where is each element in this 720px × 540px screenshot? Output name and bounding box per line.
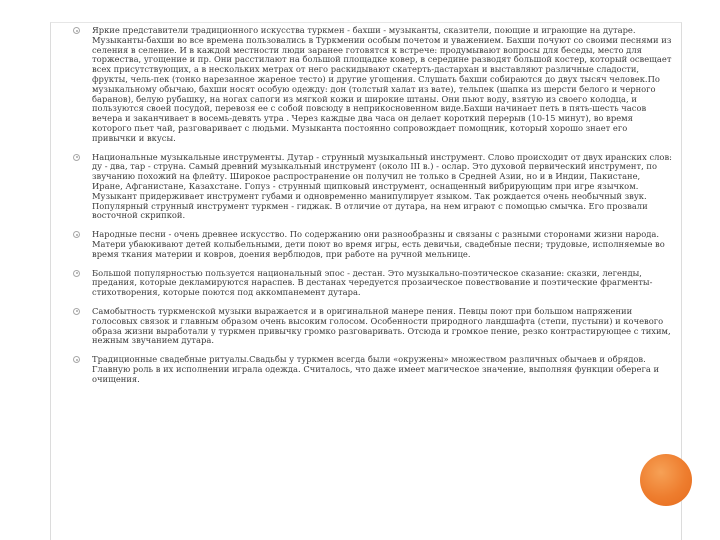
bullet-circle-icon: [73, 270, 80, 277]
bullet-text: Самобытность туркменской музыки выражается и в оригинальной манере пения. Певцы поют при большом напряжении голосовых связок и главным образом очень высоким голосом. Особенности природного ландшафта (степи, пустыни) и кочевого образа жизни выработали у туркмен привычку громко разговаривать. Отсюда и громкое пение, резко контрастирующее с тихим, нежным звучанием дутара.: [92, 305, 671, 346]
bullet-item-singing-manner: [92, 307, 672, 346]
bullet-text: Национальные музыкальные инструменты. Дутар - струнный музыкальный инструмент. Слово происходит от двух иранских слов: ду - два, тар - струна. Самый древний музыкальный инструмент (около III в.) - ослар. Это духовой первический инструмент, по звучанию похожий на флейту. Широкое распространение он получил не только в Средней Азии, но и в Индии, Пакистане, Иране, Афганистане, Казахстане. Гопуз - струнный щипковый инструмент, оснащенный вибрирующим при игре язычком. Музыкант придерживает инструмент губами и одновременно манипулирует языком. Так рождается очень необычный звук. Популярный струнный инструмент туркмен - гиджак. В отличие от дутара, на нем играют с помощью смычка. Его прозвали восточной скрипкой.: [92, 151, 672, 221]
bullet-item-epic-destan: [92, 269, 672, 298]
bullet-text: Большой популярностью пользуется национальный эпос - дестан. Это музыкально-поэтическое сказание: сказки, легенды, предания, которые декламируются нараспев. В дестанах чередуется прозаическое повествование и поэтические фрагменты-стихотворения, которые поются под аккомпанемент дутара.: [92, 267, 653, 298]
bullet-circle-icon: [73, 27, 80, 34]
bullet-item-folk-songs: [92, 230, 672, 259]
bullet-item-bakhshi: [92, 26, 672, 144]
bullet-circle-icon: [73, 154, 80, 161]
slide-content: [92, 26, 672, 394]
decorative-orange-circle: [640, 454, 692, 506]
bullet-item-wedding-rituals: [92, 355, 672, 384]
bullet-text: Яркие представители традиционного искусства туркмен - бахши - музыканты, сказители, поющие и играющие на дутаре. Музыканты-бахши во все времена пользовались в Туркмении особым почетом и уважением. Бахши почуют со своими песнями из селения в селение. И в каждой местности люди заранее готовятся к встрече: продумывают вопросы для беседы, место для торжества, угощение и пр. Они расстилают на большой площадке ковер, в середине разводят большой костер, который освещает всех присутствующих, а в нескольких метрах от него раскидывают скатерть-дастархан и выставляют различные сладости, фрукты, чель-пек (тонко нарезанное жареное тесто) и другие угощения. Слушать бахши собираются до двух тысяч человек.По музыкальному обычаю, бахши носят особую одежду: дон (толстый халат из вате), тельпек (шапка из шерсти белого и черного баранов), белую рубашку, на ногах сапоги из мягкой кожи и широкие штаны. Они пьют воду, взятую из своего колодца, и пользуются своей посудой, перевозя ее с собой повсюду в неприкосновенном виде.Бахши начинает петь в пять-шесть часов вечера и заканчивает в восемь-девять утра . Через каждые два часа он делает короткий перерыв (10-15 минут), во время которого пьет чай, разговаривает с людьми. Музыканта постоянно сопровождает помощник, который хорошо знает его привычки и вкусы.: [92, 25, 672, 143]
bullet-circle-icon: [73, 308, 80, 315]
bullet-list: [92, 26, 672, 385]
bullet-text: Традиционные свадебные ритуалы.Свадьбы у туркмен всегда были «окружены» множеством различных обычаев и обрядов. Главную роль в их исполнении играла одежда. Считалось, что даже имеет магическое значение, выполняя функции оберега и очищения.: [92, 354, 660, 384]
bullet-text: Народные песни - очень древнее искусство. По содержанию они разнообразны и связаны с разными сторонами жизни народа. Матери убаюкивают детей колыбельными, дети поют во время игры, есть девичьи, свадебные песни; трудовые, исполняемые во время ткания материи и ковров, доения верблюдов, при работе на ручной мельнице.: [92, 229, 665, 259]
bullet-item-instruments: [92, 153, 672, 222]
